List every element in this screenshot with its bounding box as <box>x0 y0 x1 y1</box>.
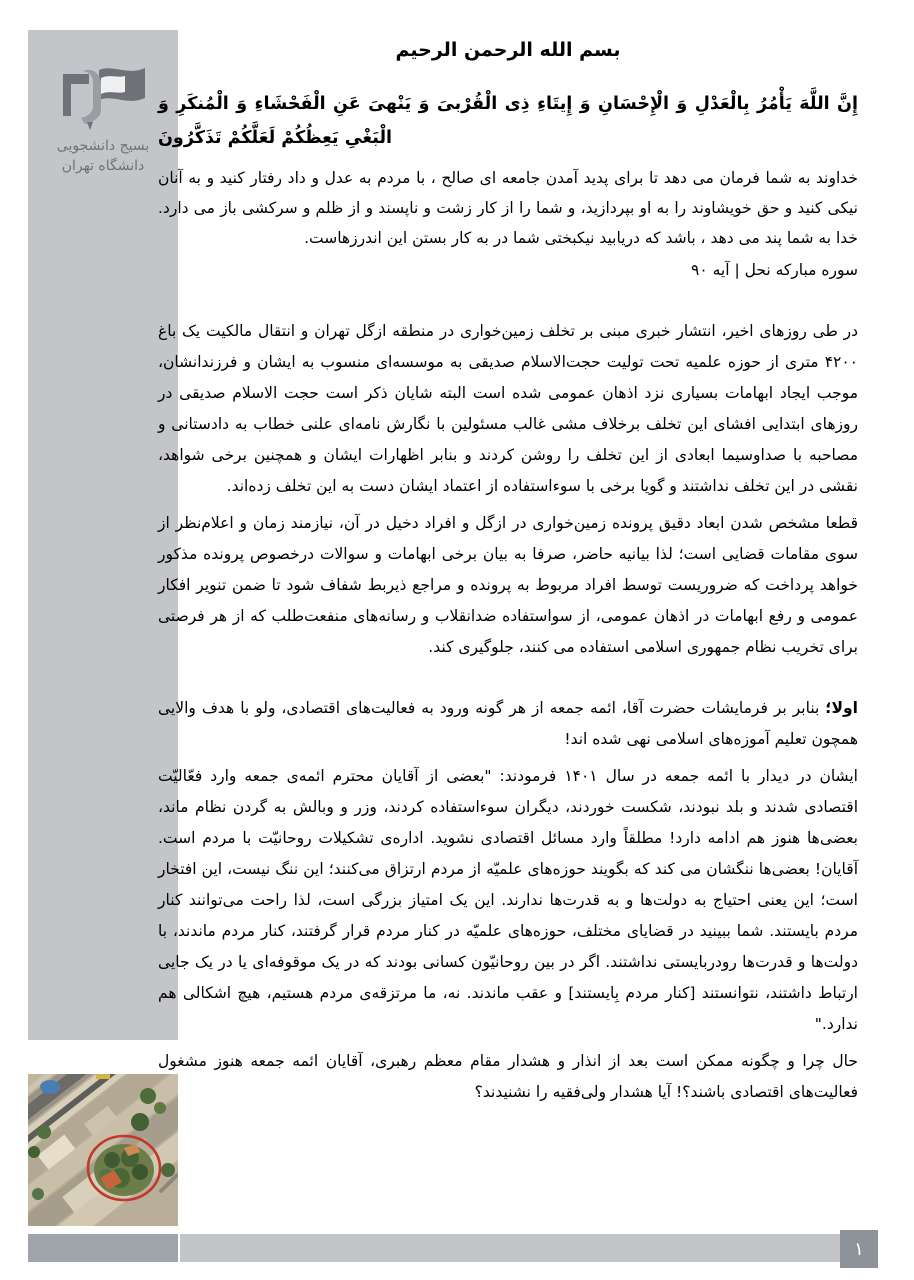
body-paragraph-2: قطعا مشخص شدن ابعاد دقیق پرونده زمین‌خواری در ازگل و افراد دخیل در آن، نیازمند زمان و اعلام‌نظر از سوی مقامات قضایی است؛ لذا بیانیه حاضر، صرفا به بیان برخی ابهامات و سوالات درخصوص پرونده مذکور خواهد پرداخت که ضروریست توسط افراد مربوط به پرونده و مراجع ذیربط شفاف شود تا ضمن تنویر افکار عمومی و رفع ابهامات در اذهان عمومی، از سواستفاده ضدانقلاب و رسانه‌های منفعت‌طلب که از هر فرصتی برای تخریب نظام جمهوری اسلامی استفاده می کنند، جلوگیری کند. <box>158 513 858 656</box>
body-paragraph-4-quotation: ایشان در دیدار با ائمه جمعه در سال ۱۴۰۱ فرمودند: "بعضی از آقایان محترم ائمه‌ی جمعه وارد فعّالیّت اقتصادی شدند و بلد نبودند، شکست خوردند، دیگران سوءاستفاده کردند، وزر و وبالش به گردن نظام ماند، بعضی‌ها هنوز هم ادامه دارد! مطلقاً وارد مسائل اقتصادی نشوید. اداره‌ی تشکیلات روحانیّت با مردم است. آقایان! بعضی‌ها ننگشان می کند که بگویند حوزه‌های علمیّه از مردم ارتزاق می‌کنند؛ این ننگ نیست، این افتخار است؛ این یعنی احتیاج به دولت‌ها و به قدرت‌ها ندارند. این یک امتیاز بزرگی است، لذا راحت می‌توانند کنار مردم بایستند. شما ببینید در قضایای مختلف، حوزه‌های علمیّه در کنار مردم قرار گرفتند، کنار مردم ماندند، با دولت‌ها و قدرت‌ها رودربایستی نداشتند. اگر در بین روحانیّون کسانی بودند که در یک موقوفه‌ای یا در یک جایی ارتباط داشتند، نتوانستند [کنار مردم بِایستند] و عقب ماندند. نه، ما مرتزقه‌ی مردم هستیم، هیچ اشکالی هم ندارد." <box>158 766 858 1033</box>
logo-caption-line-1: بسیج دانشجویی <box>56 138 150 154</box>
paragraph-3-bold-lead: اولا؛ <box>825 698 858 717</box>
logo-caption <box>57 136 149 177</box>
document-content-column <box>158 26 858 1110</box>
logo-caption-line-2: دانشگاه تهران <box>61 158 145 175</box>
verse-translation-text: خداوند به شما فرمان می دهد تا برای پدید آمدن جامعه ای صالح ، با مردم به عدل و داد رفتار کنید و به آنان نیکی کنید و حق خویشاوند را به او بپردازید، و شما را از کار زشت و ناپسند و از ظلم و سرکشی باز می دارد. خدا به شما پند می دهد ، باشد که دریابید نیکبختی شما در به کار بستن این اندرزهاست. <box>158 168 858 248</box>
body-paragraph-3 <box>158 693 858 755</box>
organization-logo <box>40 58 166 208</box>
bismillah-heading: بسم الله الرحمن الرحیم <box>395 39 621 61</box>
verse-translation-paragraph <box>158 163 858 286</box>
footer-bar-light-segment <box>180 1234 858 1262</box>
left-decorative-sidebar <box>28 30 178 1040</box>
verse-source-citation: سوره مبارکه نحل | آیه ۹۰ <box>691 261 858 280</box>
quran-verse-arabic: إِنَّ اللَّهَ يَأْمُرُ بِالْعَدْلِ وَ الْإِحْسَانِ وَ إِيتَاءِ ذِى الْقُرْبىَ وَ يَنْهىَ عَنِ الْفَحْشَاءِ وَ الْمُنكَرِ وَ الْبَغْىِ يَعِظُكُمْ لَعَلَّكُمْ تَذَكَّرُونَ <box>158 93 858 148</box>
body-paragraph-1: در طی روزهای اخیر، انتشار خبری مبنی بر تخلف زمین‌خواری در منطقه ازگل تهران و انتقال مالکیت یک باغ ۴۲۰۰ متری از حوزه علمیه تحت تولیت حجت‌الاسلام صدیقی به موسسه‌ای منسوب به ایشان و فرزندانشان، موجب ایجاد ابهامات بسیاری نزد اذهان عمومی شده است البته شایان ذکر است حجت الاسلام صدیقی در روزهای ابتدایی افشای این تخلف برخلاف مشی غالب مسئولین با نگارش نامه‌ای علنی خطاب به دادستانی و مصاحبه با صداوسیما ابعادی از این تخلف را روشن کردند و بنابر اظهارات ایشان و همچنین برخی شواهد، نقشی در این تخلف نداشتند و گویا برخی با سوءاستفاده از اعتماد ایشان دست به این تخلف زده‌اند. <box>158 321 858 495</box>
basij-flag-book-emblem-icon <box>55 58 151 132</box>
body-paragraph-5: حال چرا و چگونه ممکن است بعد از انذار و هشدار مقام معظم رهبری، آقایان ائمه جمعه هنوز مشغول فعالیت‌های اقتصادی باشند؟! آیا هشدار ولی‌فقیه را نشنیدند؟ <box>158 1051 858 1101</box>
satellite-aerial-photo <box>28 1074 178 1226</box>
footer-bar-dark-segment <box>28 1234 178 1262</box>
paragraph-3-text: بنابر بر فرمایشات حضرت آقا، ائمه جمعه از هر گونه ورود به فعالیت‌های اقتصادی، ولو با هدف والایی همچون تعلیم آموزه‌های اسلامی نهی شده اند! <box>158 698 858 748</box>
page-footer <box>0 1234 914 1264</box>
page-number-badge: ۱ <box>840 1230 878 1268</box>
